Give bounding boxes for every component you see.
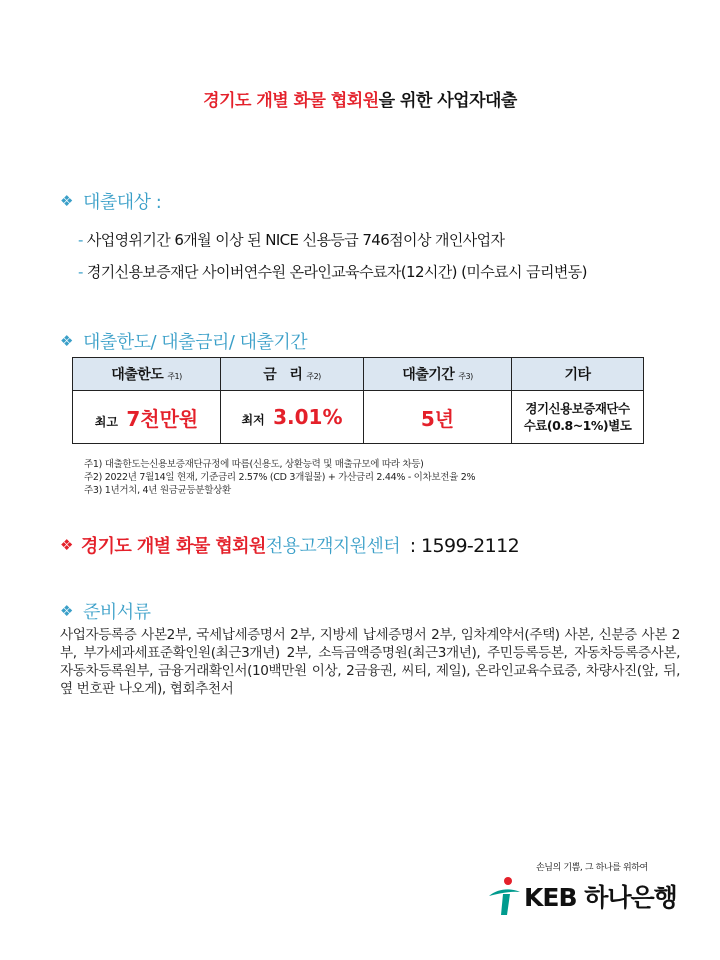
section-documents [60, 598, 151, 624]
cell-etc [512, 391, 644, 444]
support-org: 경기도 개별 화물 협회원 [80, 536, 266, 557]
diamond-bullet-icon: ❖ [60, 536, 73, 554]
header-note: 주3) [458, 372, 473, 381]
rate-prefix: 최저 [241, 413, 265, 427]
header-limit [73, 358, 221, 391]
header-label: 대출기간 [402, 367, 455, 383]
section-terms [60, 328, 307, 354]
period-value: 5년 [420, 406, 455, 431]
footnote: 주2) 2022년 7월14일 현재, 기준금리 2.57% (CD 3개월물) + 가산금리 2.44% - 이차보전율 2% [84, 472, 476, 483]
etc-line: 수료(0.8~1%)별도 [523, 418, 632, 433]
loan-terms-table [72, 357, 644, 444]
bank-logo [480, 860, 700, 920]
cell-limit [73, 391, 221, 444]
footnote: 주3) 1년거치, 4년 원금균등분할상환 [84, 485, 231, 496]
title-highlight: 경기도 개별 화물 협회원 [203, 91, 379, 111]
limit-value: 7천만원 [126, 406, 199, 431]
title-rest: 을 위한 사업자대출 [378, 91, 517, 111]
diamond-bullet-icon: ❖ [60, 332, 73, 350]
cell-period [364, 391, 512, 444]
target-item [78, 229, 504, 250]
dash-icon: - [78, 231, 83, 249]
section-documents-heading: 준비서류 [82, 602, 151, 623]
header-etc [512, 358, 644, 391]
header-period [364, 358, 512, 391]
support-phone: : 1599-2112 [409, 535, 520, 557]
diamond-bullet-icon: ❖ [60, 602, 73, 620]
hana-bank-logo-icon [486, 876, 522, 916]
header-rate [221, 358, 364, 391]
table-header-row [73, 358, 644, 391]
header-note: 주1) [167, 372, 182, 381]
target-item-text: 사업영위기간 6개월 이상 된 NICE 신용등급 746점이상 개인사업자 [86, 231, 505, 249]
footnotes [84, 458, 475, 497]
section-target [60, 188, 161, 214]
etc-line: 경기신용보증재단수 [525, 401, 630, 416]
documents-text: 사업자등록증 사본2부, 국세납세증명서 2부, 지방세 납세증명서 2부, 임차계약서(주택) 사본, 신분증 사본 2부, 부가세과세표준확인원(최근3개년) 2부, 소득금액증명원(최근3개년), 주민등록등본, 자동차등록증사본, 자동차등록원부, 금융거래확인서(10백만원 이상, 2금융권, 씨티, 제일), 온라인교육수료증, 차량사진(앞, 뒤, 옆 번호판 나오게), 협회추천서 [60, 627, 680, 697]
section-terms-heading: 대출한도/ 대출금리/ 대출기간 [82, 332, 308, 353]
cell-rate [221, 391, 364, 444]
support-label: 전용고객지원센터 [265, 536, 401, 557]
page-title [0, 86, 720, 111]
section-target-heading: 대출대상 : [82, 192, 162, 213]
logo-slogan: 손님의 기쁨, 그 하나를 위하여 [536, 863, 648, 873]
header-label: 기타 [564, 367, 591, 383]
footnote: 주1) 대출한도는신용보증재단규정에 따름(신용도, 상환능력 및 매출규모에 따라 차등) [84, 459, 424, 470]
dash-icon: - [78, 263, 83, 281]
header-label: 금 리 [263, 367, 303, 383]
table-row [73, 391, 644, 444]
logo-name: KEB 하나은행 [524, 883, 677, 912]
header-label: 대출한도 [111, 367, 164, 383]
support-center-line [60, 532, 519, 558]
header-note: 주2) [306, 372, 321, 381]
rate-value: 3.01% [273, 405, 343, 429]
target-item [78, 261, 587, 282]
target-item-text: 경기신용보증재단 사이버연수원 온라인교육수료자(12시간) (미수료시 금리변동) [86, 263, 587, 281]
diamond-bullet-icon: ❖ [60, 192, 73, 210]
limit-prefix: 최고 [94, 414, 118, 429]
